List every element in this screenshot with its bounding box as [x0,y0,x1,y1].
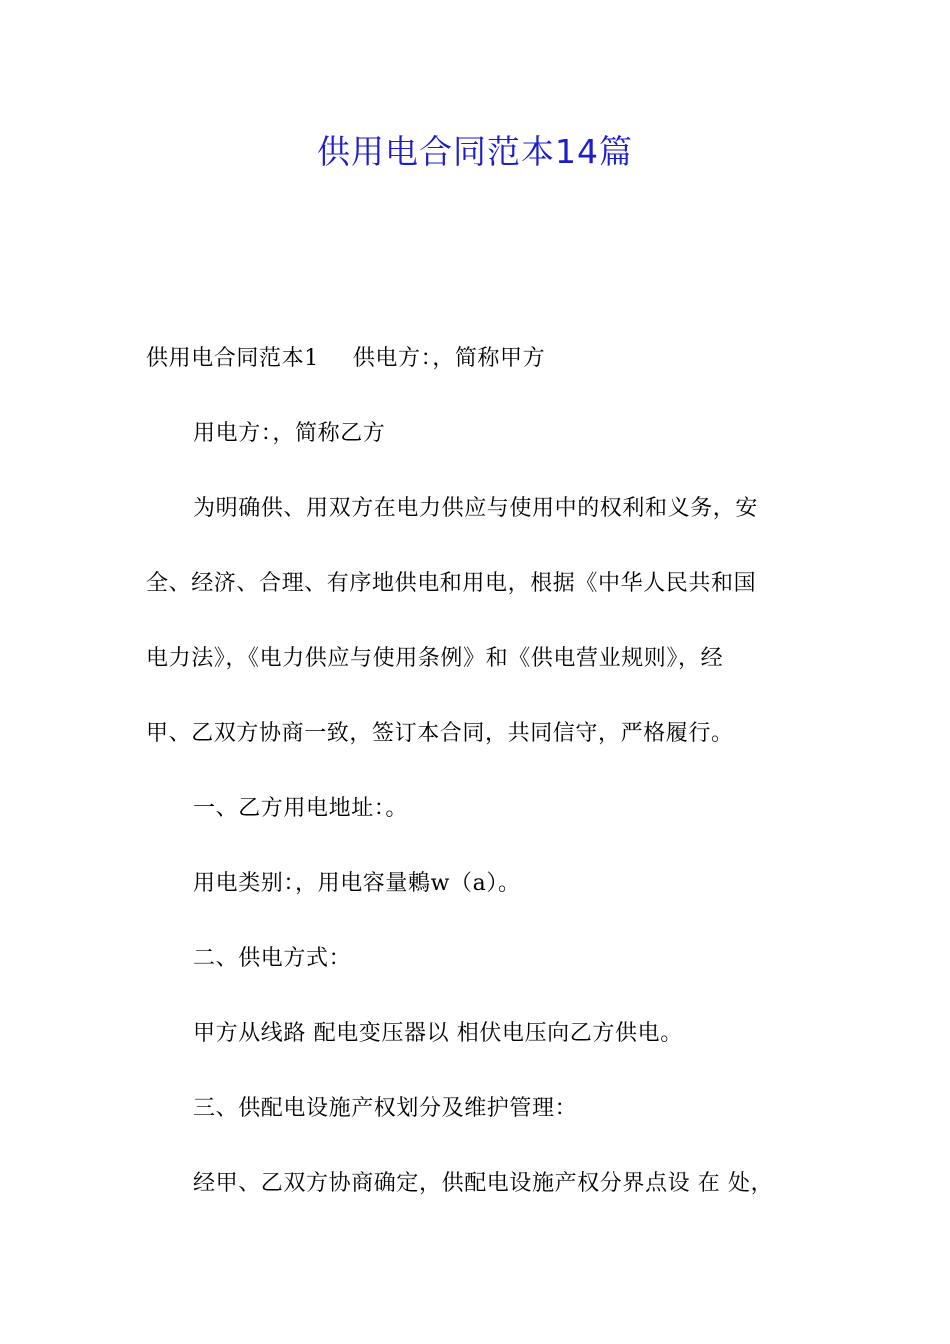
consumer-line: 用电方：，简称乙方 [193,421,386,446]
purpose-line-1: 为明确供、用双方在电力供应与使用中的权利和义务，安 [193,496,759,521]
document-title: 供用电合同范本14篇 [317,132,633,171]
purpose-line-2: 全、经济、合理、有序地供电和用电，根据《中华人民共和国 [146,571,757,596]
purpose-line-4: 甲、乙双方协商一致，签订本合同，共同信守，严格履行。 [146,721,734,746]
contract-first-line [146,344,826,374]
section-one-address: 一、乙方用电地址：。 [193,796,409,821]
supply-method-line: 甲方从线路 配电变压器以 相伏电压向乙方供电。 [193,1021,683,1046]
usage-category-line: 用电类别：，用电容量鶇w（a）。 [193,871,521,896]
contract-heading: 供用电合同范本1 [146,346,319,371]
section-three-heading: 三、供配电设施产权划分及维护管理： [193,1096,578,1121]
section-two-heading: 二、供电方式： [193,946,352,971]
purpose-line-3: 电力法》，《电力供应与使用条例》和《供电营业规则》，经 [146,646,724,671]
property-boundary-line: 经甲、乙双方协商确定，供配电设施产权分界点设 在 处， [193,1171,774,1196]
supplier-line: 供电方：，简称甲方 [352,346,546,371]
